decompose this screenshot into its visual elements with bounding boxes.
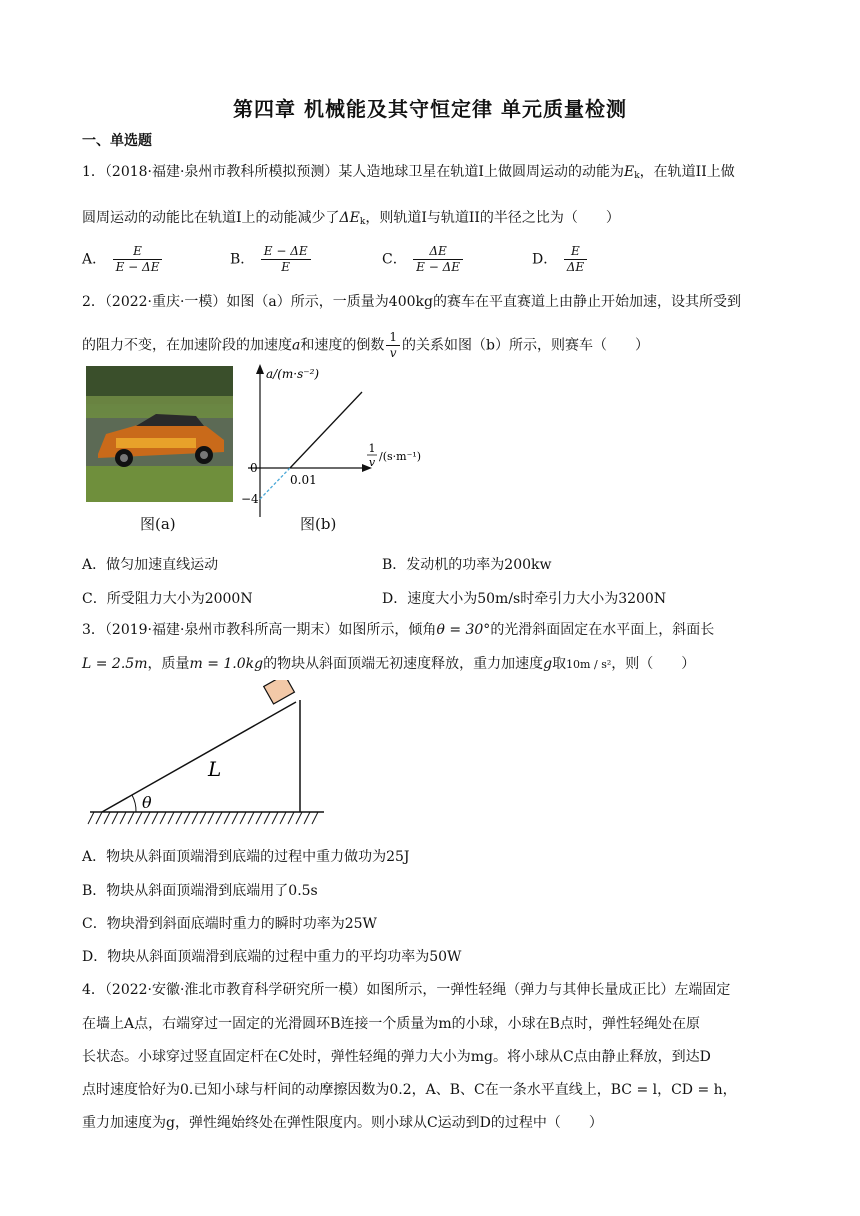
fraction-denominator: E (281, 260, 291, 274)
option-letter: C． (382, 251, 407, 268)
option-fraction (564, 244, 587, 275)
fraction-numerator: ΔE (413, 244, 463, 260)
q3-g-value: 10m / s² (566, 658, 612, 671)
q3-text: 的光滑斜面固定在水平面上，斜面长 (490, 622, 715, 638)
q3-text: 3．（2019·福建·泉州市教科所高一期末）如图所示，倾角 (82, 622, 437, 638)
q1-line1 (82, 162, 735, 186)
option-letter: B． (230, 251, 255, 268)
figure-a-caption: 图(a) (140, 515, 176, 533)
q1-text: 1．（2018·福建·泉州市教科所模拟预测）某人造地球卫星在轨道I上做圆周运动的动能为 (82, 164, 624, 180)
q1-dek: ΔE (339, 210, 360, 226)
q1-dek-sub: k (359, 217, 366, 227)
origin-label: 0 (250, 461, 258, 475)
q1-ek-sub: k (634, 171, 640, 181)
q1-line2 (82, 208, 620, 232)
fraction-denominator: E − ΔE (416, 260, 461, 274)
fraction-numerator: E − ΔE (261, 244, 311, 260)
q3-line2 (82, 654, 695, 675)
page-title: 第四章 机械能及其守恒定律 单元质量检测 (233, 97, 627, 121)
y-axis-arrow (256, 364, 264, 374)
q3-text: 取 (552, 656, 567, 672)
fraction-numerator: E (113, 244, 163, 260)
option-letter: D． (532, 251, 558, 268)
q3-text: 的物块从斜面顶端无初速度释放，重力加速度 (263, 656, 544, 672)
angle-arc (132, 795, 136, 812)
incline-diagram (84, 680, 334, 830)
x-axis-label-den: v (368, 456, 376, 469)
q1-ek: E (623, 164, 635, 180)
length-label: L (208, 757, 222, 781)
option-fraction (413, 244, 463, 275)
q4-line2: 在墙上A点，右端穿过一固定的光滑圆环B连接一个质量为m的小球，小球在B点时，弹性轻绳处在原 (82, 1016, 700, 1032)
option-fraction (113, 244, 163, 275)
q2-option-c[interactable]: C．所受阻力大小为2000N (82, 591, 253, 607)
q2-text: 的阻力不变，在加速阶段的加速度 (82, 337, 292, 354)
fraction-numerator: E (564, 244, 587, 260)
q2-text: 和速度的倒数 (300, 337, 385, 354)
acceleration-graph (240, 362, 440, 522)
q1-option-a[interactable] (82, 244, 164, 275)
q1-text: ，在轨道II上做 (639, 164, 735, 180)
q3-var-g: g (543, 656, 553, 672)
q4-line3: 长状态。小球穿过竖直固定杆在C处时，弹性轻绳的弹力大小为mg。将小球从C点由静止释放，到达D (82, 1049, 711, 1065)
x-axis-label-num: 1 (368, 442, 376, 455)
data-line (290, 392, 362, 468)
q3-line1 (82, 620, 714, 640)
q3-text: ，质量 (147, 656, 190, 672)
q3-option-d[interactable]: D．物块从斜面顶端滑到底端的过程中重力的平均功率为50W (82, 949, 462, 965)
q4-line5: 重力加速度为g，弹性绳始终处在弹性限度内。则小球从C运动到D的过程中（ ） (82, 1115, 603, 1131)
q3-mass: m = 1.0kg (189, 656, 264, 672)
q3-text: ，则（ ） (611, 656, 696, 672)
q2-option-d[interactable]: D．速度大小为50m/s时牵引力大小为3200N (382, 591, 667, 607)
section-heading: 一、单选题 (82, 133, 152, 149)
option-fraction (261, 244, 311, 275)
q3-theta: θ = 30° (436, 622, 491, 638)
extrapolated-line (260, 468, 290, 499)
x-intercept-label: 0.01 (290, 473, 317, 487)
q3-length: L = 2.5m (82, 656, 148, 672)
ground-hatching (88, 812, 318, 824)
y-intercept-label: −4 (241, 492, 259, 506)
q2-text: 的关系如图（b）所示，则赛车（ ） (402, 337, 649, 354)
q2-line1: 2．（2022·重庆·一模）如图（a）所示，一质量为400kg的赛车在平直赛道上由静止开始加速，设其所受到 (82, 294, 741, 310)
q3-option-b[interactable]: B．物块从斜面顶端滑到底端用了0.5s (82, 883, 318, 899)
figure-b-caption: 图(b) (300, 515, 337, 533)
q2-option-b[interactable]: B．发动机的功率为200kw (382, 557, 552, 573)
q1-option-b[interactable] (230, 244, 313, 275)
race-car-image (86, 366, 233, 502)
q3-option-c[interactable]: C．物块滑到斜面底端时重力的瞬时功率为25W (82, 916, 377, 932)
block (264, 680, 295, 704)
q2-line2 (82, 330, 649, 361)
fraction-denominator: ΔE (566, 260, 585, 274)
q1-option-d[interactable] (532, 244, 589, 275)
race-car-photo (86, 366, 233, 502)
x-axis-label-unit: /(s·m⁻¹) (379, 450, 422, 463)
option-letter: A． (82, 251, 107, 268)
q1-option-c[interactable] (382, 244, 465, 275)
fraction-denominator: v (389, 346, 397, 360)
q1-text: ，则轨道I与轨道II的半径之比为（ ） (365, 210, 620, 226)
q4-line1: 4．（2022·安徽·淮北市教育科学研究所一模）如图所示，一弹性轻绳（弹力与其伸长量成正比）左端固定 (82, 982, 731, 998)
fraction-numerator: 1 (386, 330, 400, 346)
q2-option-a[interactable]: A．做匀加速直线运动 (82, 557, 219, 573)
q1-text: 圆周运动的动能比在轨道I上的动能减少了 (82, 210, 340, 226)
theta-label: θ (142, 793, 152, 812)
incline-surface (102, 702, 296, 812)
q2-var-a: a (292, 337, 301, 354)
q4-line4: 点时速度恰好为0.已知小球与杆间的动摩擦因数为0.2，A、B、C在一条水平直线上，BC = l，CD = h， (82, 1082, 737, 1098)
q3-option-a[interactable]: A．物块从斜面顶端滑到底端的过程中重力做功为25J (82, 849, 410, 865)
fraction-denominator: E − ΔE (115, 260, 160, 274)
y-axis-label: a/(m·s⁻²) (266, 367, 320, 381)
q2-fraction (386, 330, 400, 361)
